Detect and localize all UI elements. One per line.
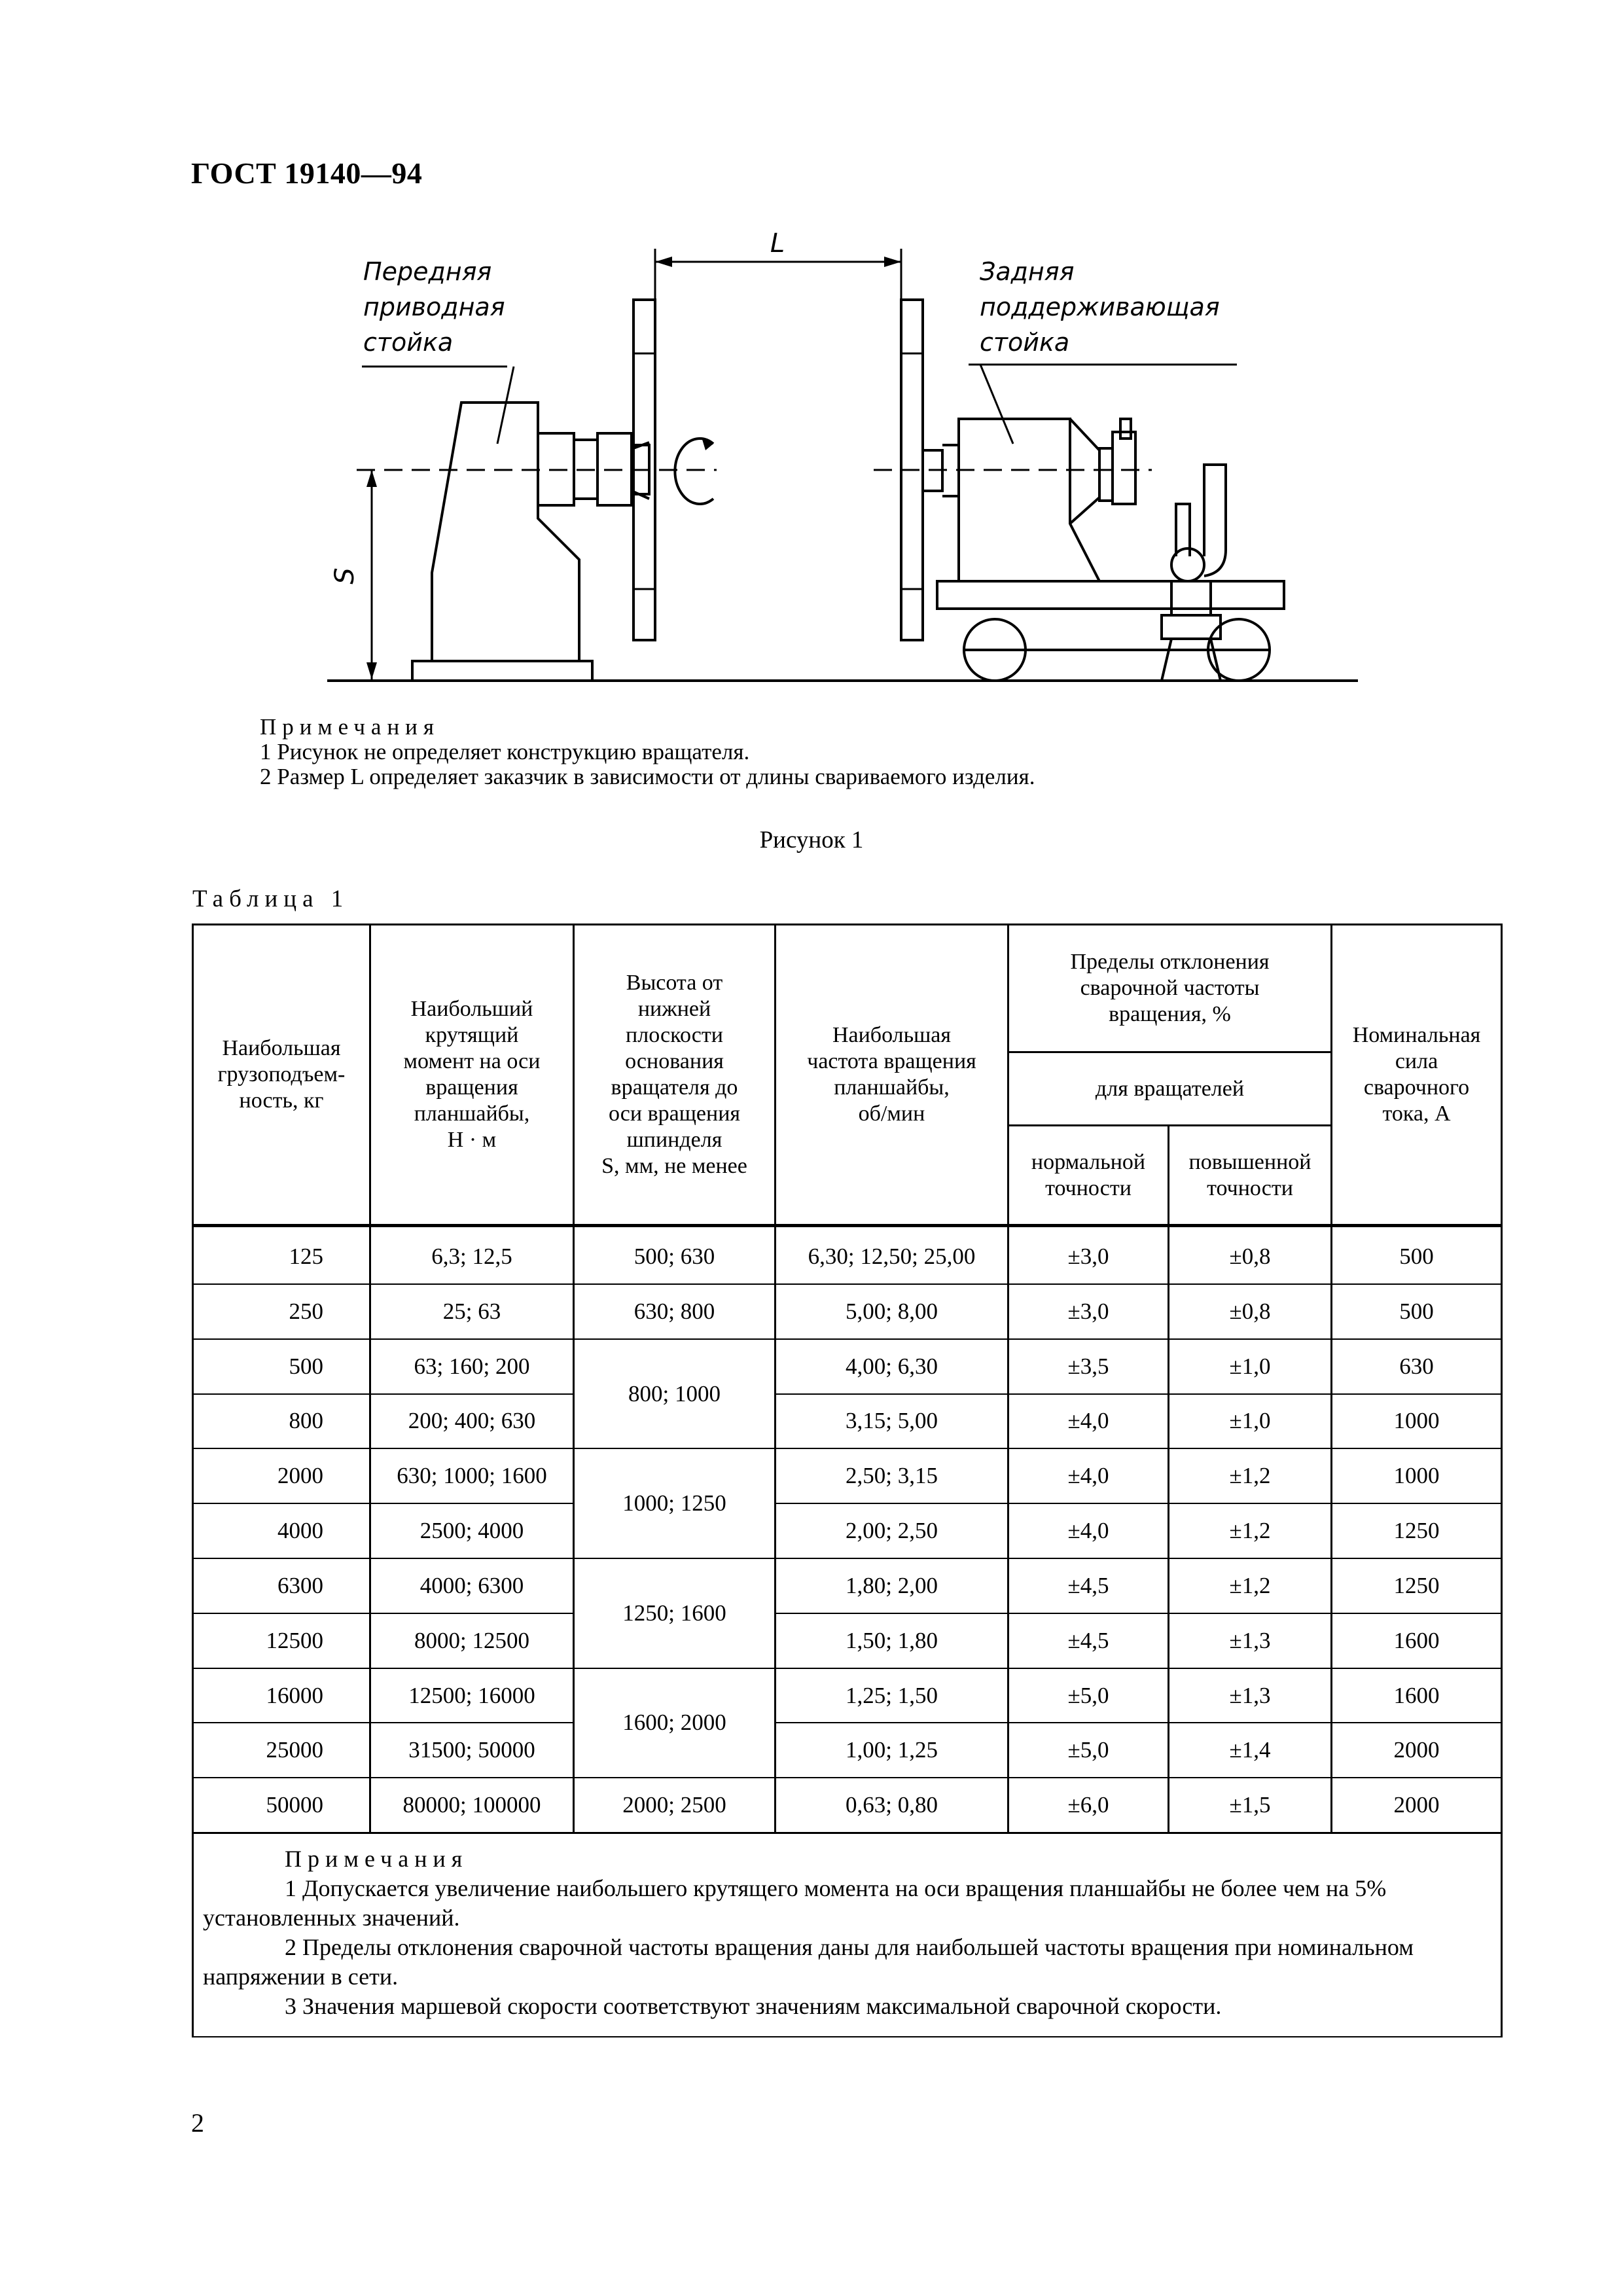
header-for-rotators: для вращателей: [1008, 1052, 1332, 1126]
document-title: ГОСТ 19140—94: [191, 156, 423, 190]
front-drive-stand: [412, 403, 649, 681]
rear-stand-label: Задняя поддерживающая стойка: [980, 257, 1220, 357]
table-1: [192, 924, 1503, 2037]
front-stand-label: Передняя приводная стойка: [363, 257, 505, 357]
dimension-l-label: L: [770, 228, 785, 259]
table-row: 125 6,3; 12,5 500; 630 6,30; 12,50; 25,00 ±3,0 ±0,8 500: [193, 1226, 1502, 1284]
figure-caption: Рисунок 1: [759, 827, 864, 853]
table-row: 6300 4000; 6300 1250; 1600 1,80; 2,00 ±4,5 ±1,2 1250: [193, 1558, 1502, 1613]
table-note-1: 1 Допускается увеличение наибольшего крутящего момента на оси вращения планшайбы не более чем на 5% установленных значений.: [203, 1875, 1387, 1931]
rear-support-stand: [923, 419, 1284, 681]
figure-note-1: 1 Рисунок не определяет конструкцию вращателя.: [260, 739, 750, 764]
page-number: 2: [191, 2108, 204, 2138]
figure-note-2: 2 Размер L определяет заказчик в зависимости от длины свариваемого изделия.: [260, 764, 1035, 789]
table-notes-row: [193, 1833, 1502, 2037]
table-row: 4000 2500; 4000 2,00; 2,50 ±4,0 ±1,2 1250: [193, 1503, 1502, 1558]
figure-notes: [260, 715, 1035, 789]
table-row: 25000 31500; 50000 1,00; 1,25 ±5,0 ±1,4 2000: [193, 1723, 1502, 1778]
header-load: Наибольшая грузоподъем- ность, кг: [193, 925, 370, 1226]
header-normal-accuracy: нормальной точности: [1008, 1126, 1169, 1226]
table-row: 12500 8000; 12500 1,50; 1,80 ±4,5 ±1,3 1600: [193, 1613, 1502, 1668]
table-row: 800 200; 400; 630 3,15; 5,00 ±4,0 ±1,0 1000: [193, 1394, 1502, 1449]
table-notes-heading: Примечания: [285, 1846, 469, 1873]
table-label: Таблица 1: [192, 886, 349, 912]
table-row: 2000 630; 1000; 1600 1000; 1250 2,50; 3,15 ±4,0 ±1,2 1000: [193, 1448, 1502, 1503]
header-speed: Наибольшая частота вращения планшайбы, об/мин: [776, 925, 1008, 1226]
table-row: 500 63; 160; 200 800; 1000 4,00; 6,30 ±3,5 ±1,0 630: [193, 1339, 1502, 1394]
table-row: 250 25; 63 630; 800 5,00; 8,00 ±3,0 ±0,8 500: [193, 1284, 1502, 1339]
table-notes: [193, 1833, 1502, 2037]
table-row: 50000 80000; 100000 2000; 2500 0,63; 0,80 ±6,0 ±1,5 2000: [193, 1778, 1502, 1833]
header-torque: Наибольший крутящий момент на оси вращения планшайбы, Н · м: [370, 925, 574, 1226]
header-current: Номинальная сила сварочного тока, А: [1332, 925, 1502, 1226]
header-deviation: Пределы отклонения сварочной частоты вращения, %: [1008, 925, 1332, 1052]
table-row: 16000 12500; 16000 1600; 2000 1,25; 1,50 ±5,0 ±1,3 1600: [193, 1668, 1502, 1723]
header-height: Высота от нижней плоскости основания вращателя до оси вращения шпинделя S, мм, не менее: [574, 925, 776, 1226]
figure-notes-heading: Примечания: [260, 714, 440, 740]
header-high-accuracy: повышенной точности: [1169, 1126, 1332, 1226]
table-note-3: 3 Значения маршевой скорости соответствуют значениям максимальной сварочной скорости.: [285, 1993, 1222, 2020]
dimension-s-label: S: [330, 567, 360, 584]
table-note-2: 2 Пределы отклонения сварочной частоты вращения даны для наибольшей частоты вращения при номинальном напряжении в сети.: [203, 1934, 1414, 1990]
